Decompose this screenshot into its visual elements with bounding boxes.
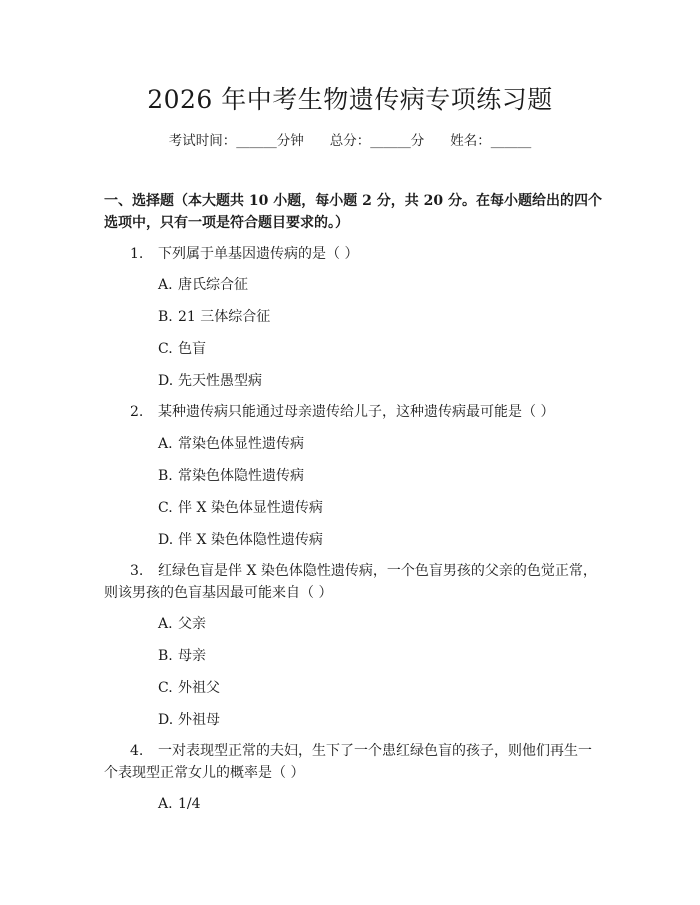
question-4-option-a — [158, 793, 201, 815]
question-3-option-a — [158, 613, 206, 635]
option-text: 父亲 — [178, 616, 206, 632]
question-number: 2. — [130, 404, 144, 420]
option-text: 伴 X 染色体显性遗传病 — [178, 500, 323, 516]
page-title: 2026 年中考生物遗传病专项练习题 — [147, 85, 553, 114]
question-1-stem — [104, 243, 604, 265]
option-letter: A. — [158, 436, 173, 452]
question-2-option-b — [158, 465, 304, 487]
question-2-option-d — [158, 529, 323, 551]
option-letter: C. — [158, 341, 173, 357]
option-letter: C. — [158, 500, 173, 516]
option-text: 21 三体综合征 — [178, 309, 271, 325]
name-field: 姓名：______ — [450, 133, 532, 149]
option-text: 1/4 — [178, 796, 201, 812]
option-text: 先天性愚型病 — [178, 373, 262, 389]
option-letter: D. — [158, 532, 174, 548]
option-letter: B. — [158, 309, 173, 325]
option-letter: D. — [158, 373, 174, 389]
option-text: 色盲 — [178, 341, 206, 357]
question-1-option-d — [158, 370, 262, 392]
option-letter: A. — [158, 616, 173, 632]
option-letter: A. — [158, 796, 173, 812]
question-text: 某种遗传病只能通过母亲遗传给儿子，这种遗传病最可能是（ ） — [158, 404, 555, 420]
option-text: 常染色体显性遗传病 — [178, 436, 304, 452]
question-4-stem — [104, 740, 604, 784]
question-2-option-a — [158, 433, 304, 455]
question-1-option-c — [158, 338, 206, 360]
question-2-option-c — [158, 497, 323, 519]
option-letter: B. — [158, 468, 173, 484]
option-text: 常染色体隐性遗传病 — [178, 468, 304, 484]
question-text: 一对表现型正常的夫妇，生下了一个患红绿色盲的孩子，则他们再生一个表现型正常女儿的概率是（ ） — [104, 743, 592, 781]
option-text: 母亲 — [178, 648, 206, 664]
question-3-stem — [104, 560, 604, 604]
question-text: 红绿色盲是伴 X 染色体隐性遗传病，一个色盲男孩的父亲的色觉正常，则该男孩的色盲基因最可能来自（ ） — [104, 563, 597, 601]
option-text: 外祖父 — [178, 680, 220, 696]
option-text: 外祖母 — [178, 712, 220, 728]
option-letter: A. — [158, 277, 173, 293]
option-letter: D. — [158, 712, 174, 728]
question-3-option-b — [158, 645, 206, 667]
question-number: 3. — [130, 563, 144, 579]
question-3-option-d — [158, 709, 220, 731]
option-letter: B. — [158, 648, 173, 664]
question-1-option-b — [158, 306, 270, 328]
question-2-stem — [104, 401, 604, 423]
option-letter: C. — [158, 680, 173, 696]
exam-meta-line — [0, 131, 700, 151]
question-text: 下列属于单基因遗传病的是（ ） — [158, 246, 359, 262]
question-3-option-c — [158, 677, 220, 699]
option-text: 伴 X 染色体隐性遗传病 — [178, 532, 323, 548]
option-text: 唐氏综合征 — [178, 277, 248, 293]
question-number: 4. — [130, 743, 144, 759]
question-number: 1. — [130, 246, 144, 262]
total-score-field: 总分：______分 — [329, 133, 425, 149]
question-1-option-a — [158, 274, 248, 296]
section-heading: 一、选择题（本大题共 10 小题，每小题 2 分，共 20 分。在每小题给出的四个选项中，只有一项是符合题目要求的。） — [104, 193, 602, 231]
exam-time-field: 考试时间：______分钟 — [168, 133, 304, 149]
